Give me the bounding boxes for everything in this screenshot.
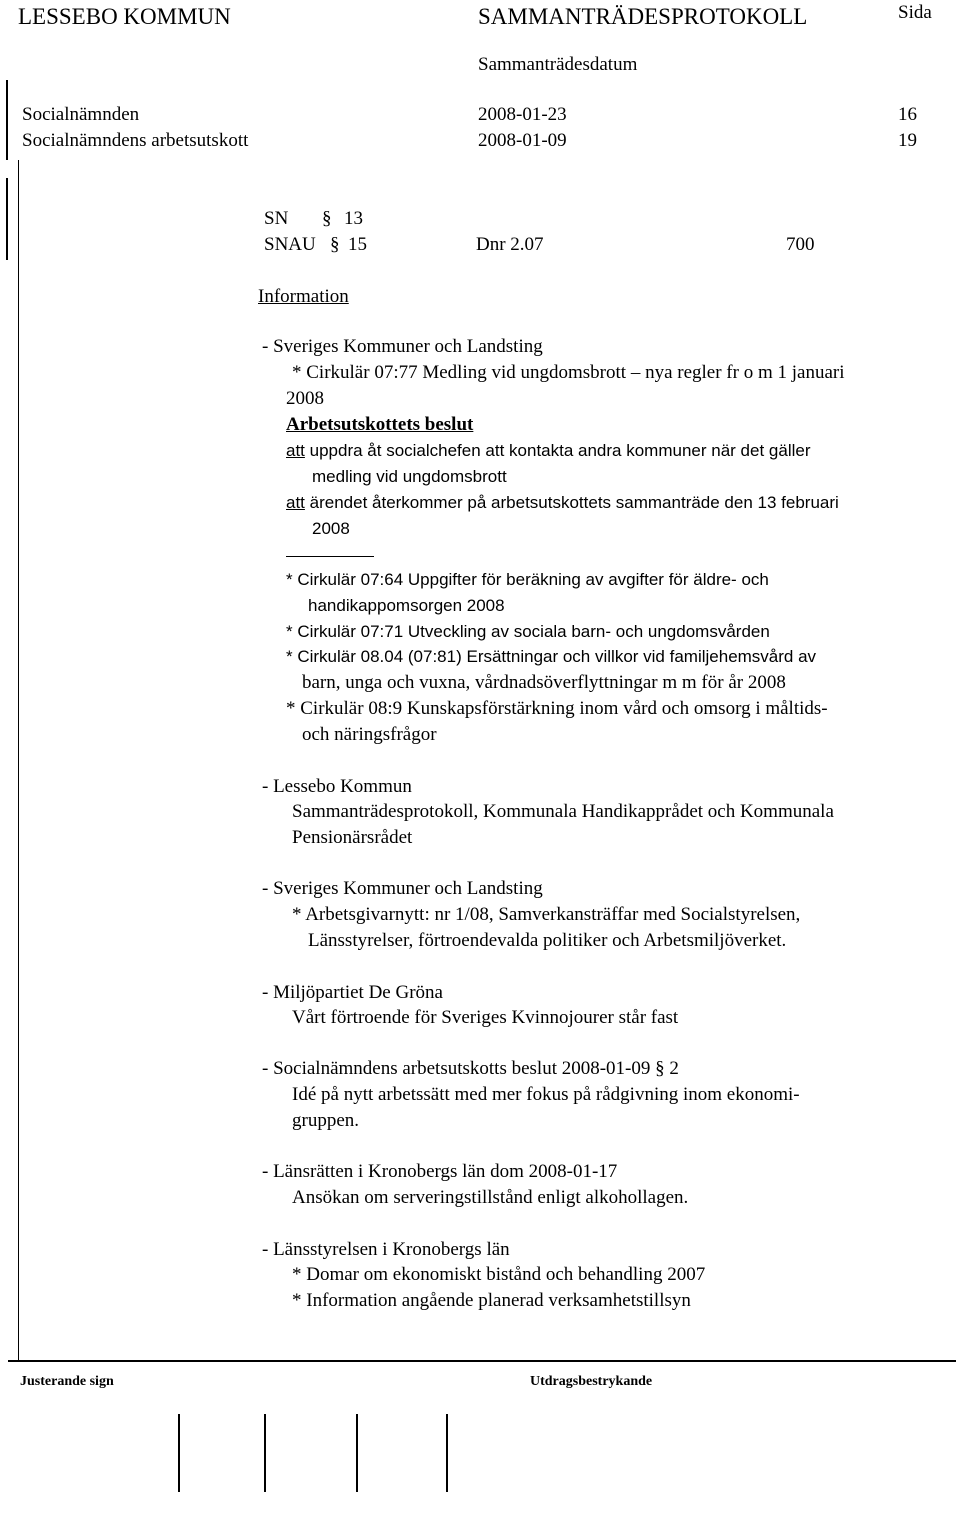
- att-keyword: att: [286, 493, 305, 512]
- sn-section-sign: §: [322, 208, 332, 229]
- signature-box-line: [446, 1414, 448, 1492]
- snau-number: 15: [348, 234, 367, 255]
- item5-text: gruppen.: [292, 1110, 360, 1131]
- item1-text: 2008: [286, 388, 324, 409]
- margin-line: [18, 160, 19, 1360]
- item7-title: - Länsstyrelsen i Kronobergs län: [262, 1239, 510, 1260]
- item7-text: * Domar om ekonomiskt bistånd och behandling 2007: [292, 1264, 706, 1285]
- circular-item: * Cirkulär 08.04 (07:81) Ersättningar och villkor vid familjehemsvård av: [286, 647, 817, 666]
- separator-line: [286, 556, 374, 557]
- item2-title: - Lessebo Kommun: [262, 776, 412, 797]
- margin-line: [6, 178, 8, 260]
- dnr-number: 700: [786, 234, 815, 255]
- item5-title: - Socialnämndens arbetsutskotts beslut 2008-01-09 § 2: [262, 1058, 679, 1079]
- sn-label: SN: [264, 208, 289, 229]
- committee-page: 16: [898, 104, 917, 125]
- signature-box-line: [356, 1414, 358, 1492]
- item3-title: - Sveriges Kommuner och Landsting: [262, 878, 543, 899]
- decision-text: ärendet återkommer på arbetsutskottets sammanträde den 13 februari: [304, 493, 839, 512]
- footer-rule: [8, 1360, 956, 1362]
- committee-date: 2008-01-23: [478, 104, 567, 125]
- margin-line: [6, 80, 8, 160]
- decision-text: 2008: [312, 519, 350, 538]
- item6-title: - Länsrätten i Kronobergs län dom 2008-01-17: [262, 1161, 618, 1182]
- subcommittee-date: 2008-01-09: [478, 130, 567, 151]
- item4-text: Vårt förtroende för Sveriges Kvinnojourer står fast: [292, 1007, 679, 1028]
- municipality-name: LESSEBO KOMMUN: [18, 4, 231, 29]
- decision-item: [286, 441, 810, 461]
- section-title: Information: [258, 286, 349, 307]
- extract-label: Utdragsbestrykande: [530, 1374, 653, 1389]
- snau-label: SNAU: [264, 234, 316, 255]
- item1-title: - Sveriges Kommuner och Landsting: [262, 336, 543, 357]
- meeting-date-label: Sammanträdesdatum: [478, 54, 638, 75]
- circular-item: * Cirkulär 07:64 Uppgifter för beräkning av avgifter för äldre- och: [286, 570, 769, 589]
- item6-text: Ansökan om serveringstillstånd enligt alkohollagen.: [292, 1187, 689, 1208]
- item7-text: * Information angående planerad verksamhetstillsyn: [292, 1290, 691, 1311]
- decision-heading: Arbetsutskottets beslut: [286, 414, 474, 435]
- document-type: SAMMANTRÄDESPROTOKOLL: [478, 4, 808, 29]
- item3-text: Länsstyrelser, förtroendevalda politiker och Arbetsmiljöverket.: [308, 930, 787, 951]
- circular-item: handikappomsorgen 2008: [308, 596, 505, 615]
- item2-text: Sammanträdesprotokoll, Kommunala Handikapprådet och Kommunala: [292, 801, 834, 822]
- item4-title: - Miljöpartiet De Gröna: [262, 982, 443, 1003]
- decision-item: [286, 493, 839, 513]
- signature-label: Justerande sign: [20, 1374, 114, 1389]
- item2-text: Pensionärsrådet: [292, 827, 413, 848]
- circular-item: * Cirkulär 08:9 Kunskapsförstärkning inom vård och omsorg i måltids-: [286, 698, 828, 719]
- page-label: Sida: [898, 2, 932, 23]
- att-keyword: att: [286, 441, 305, 460]
- subcommittee-page: 19: [898, 130, 917, 151]
- decision-text: uppdra åt socialchefen att kontakta andra kommuner när det gäller: [304, 441, 811, 460]
- signature-box-line: [264, 1414, 266, 1492]
- item5-text: Idé på nytt arbetssätt med mer fokus på rådgivning inom ekonomi-: [292, 1084, 800, 1105]
- item1-text: * Cirkulär 07:77 Medling vid ungdomsbrott – nya regler fr o m 1 januari: [292, 362, 845, 383]
- item3-text: * Arbetsgivarnytt: nr 1/08, Samverkansträffar med Socialstyrelsen,: [292, 904, 801, 925]
- snau-section-sign: §: [330, 234, 340, 255]
- circular-item: och näringsfrågor: [302, 724, 437, 745]
- subcommittee-name: Socialnämndens arbetsutskott: [22, 130, 249, 151]
- dnr-label: Dnr 2.07: [476, 234, 544, 255]
- signature-box-line: [178, 1414, 180, 1492]
- circular-item: * Cirkulär 07:71 Utveckling av sociala barn- och ungdomsvården: [286, 622, 770, 641]
- circular-item: barn, unga och vuxna, vårdnadsöverflyttningar m m för år 2008: [302, 672, 786, 693]
- committee-name: Socialnämnden: [22, 104, 140, 125]
- sn-number: 13: [344, 208, 363, 229]
- decision-text: medling vid ungdomsbrott: [312, 467, 507, 486]
